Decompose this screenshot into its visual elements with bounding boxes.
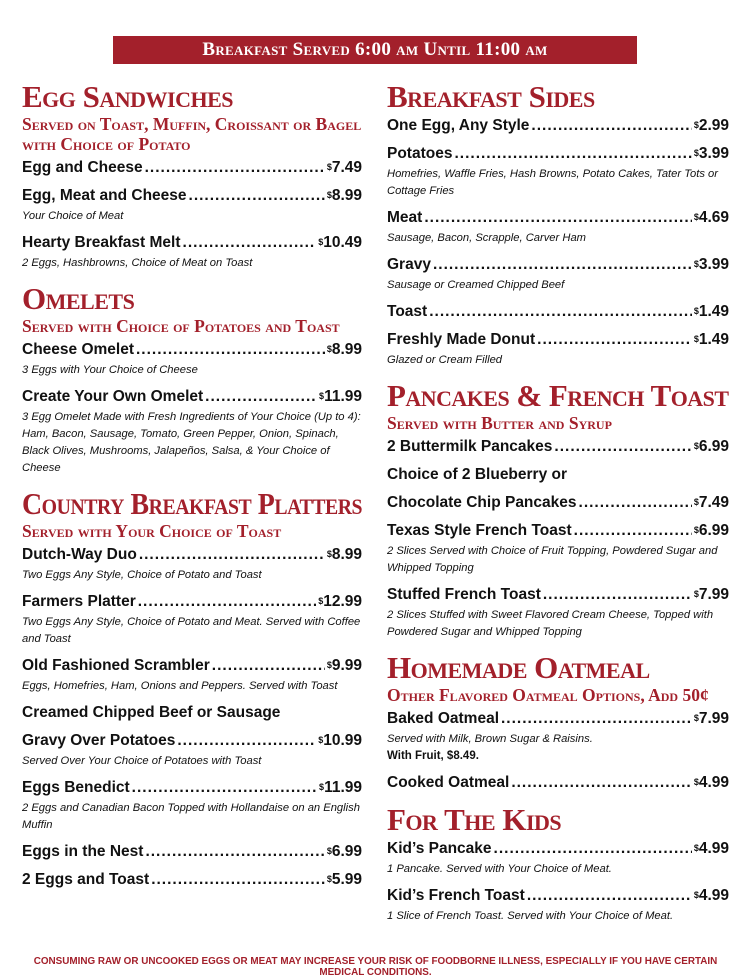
item-name: 2 Buttermilk Pancakes bbox=[387, 438, 553, 455]
price-value: 6.99 bbox=[698, 438, 729, 455]
item-name: Stuffed French Toast bbox=[387, 586, 541, 603]
price-value: 8.99 bbox=[331, 341, 362, 358]
dot-leader bbox=[189, 186, 325, 206]
item-price bbox=[694, 709, 729, 729]
item-description: 3 Egg Omelet Made with Fresh Ingredients of Your Choice (Up to 4): Ham, Bacon, Sausage, Tomato, Green Pepper, Onion, Spinach, Black Olives, Mushrooms, Jalapeños, Salsa, & Your Choice of Cheese bbox=[22, 411, 361, 474]
item-row bbox=[22, 186, 362, 206]
item-name: Cooked Oatmeal bbox=[387, 774, 510, 791]
price-value: 10.49 bbox=[323, 234, 362, 251]
menu-item bbox=[387, 465, 729, 513]
menu-item bbox=[387, 773, 729, 793]
item-price bbox=[327, 340, 362, 360]
section-title: Country Breakfast Platters bbox=[22, 486, 363, 521]
section-title: For The Kids bbox=[387, 802, 562, 837]
price-value: 10.99 bbox=[323, 732, 362, 749]
dot-leader bbox=[151, 870, 325, 890]
dollar-sign: $ bbox=[693, 777, 699, 787]
dot-leader bbox=[574, 521, 692, 541]
item-description: Glazed or Cream Filled bbox=[387, 354, 503, 366]
dot-leader bbox=[511, 773, 692, 793]
item-price bbox=[694, 839, 729, 859]
menu-item bbox=[22, 545, 362, 584]
dot-leader bbox=[527, 886, 692, 906]
price-value: 8.99 bbox=[331, 187, 362, 204]
item-name: Egg, Meat and Cheese bbox=[22, 187, 187, 204]
price-value: 4.69 bbox=[698, 209, 729, 226]
item-row bbox=[22, 731, 362, 751]
menu-item bbox=[22, 186, 362, 225]
section-subtitle: Served with Your Choice of Toast bbox=[22, 521, 282, 541]
price-value: 2.99 bbox=[698, 117, 729, 134]
menu-section-omelets bbox=[22, 282, 362, 477]
menu-section-country-breakfast-platters bbox=[22, 487, 362, 890]
item-price bbox=[319, 778, 362, 798]
item-price bbox=[694, 302, 729, 322]
price-value: 6.99 bbox=[331, 843, 362, 860]
price-value: 6.99 bbox=[698, 522, 729, 539]
price-value: 11.99 bbox=[324, 388, 362, 405]
item-description: Eggs, Homefries, Ham, Onions and Peppers. Served with Toast bbox=[22, 680, 338, 692]
item-description: 3 Eggs with Your Choice of Cheese bbox=[22, 364, 198, 376]
item-price bbox=[318, 233, 362, 253]
item-row bbox=[22, 870, 362, 890]
item-name: Dutch-Way Duo bbox=[22, 546, 137, 563]
dollar-sign: $ bbox=[693, 306, 699, 316]
item-price bbox=[319, 387, 362, 407]
menu-item bbox=[22, 870, 362, 890]
item-name: One Egg, Any Style bbox=[387, 117, 530, 134]
price-value: 1.49 bbox=[698, 331, 729, 348]
menu-item bbox=[387, 585, 729, 641]
section-subtitle: Served with Butter and Syrup bbox=[387, 413, 612, 433]
menu-section-for-the-kids bbox=[387, 803, 729, 925]
item-description: 1 Slice of French Toast. Served with Your Choice of Meat. bbox=[387, 910, 674, 922]
item-row bbox=[22, 158, 362, 178]
dot-leader bbox=[537, 330, 692, 350]
menu-item bbox=[387, 255, 729, 294]
item-row bbox=[387, 255, 729, 275]
item-row bbox=[22, 340, 362, 360]
item-row bbox=[387, 773, 729, 793]
price-value: 4.99 bbox=[698, 840, 729, 857]
price-value: 7.99 bbox=[698, 586, 729, 603]
item-price bbox=[694, 773, 729, 793]
menu-item bbox=[22, 158, 362, 178]
item-price bbox=[327, 186, 362, 206]
item-description: 2 Eggs and Canadian Bacon Topped with Hollandaise on an English Muffin bbox=[22, 802, 360, 831]
dollar-sign: $ bbox=[693, 441, 699, 451]
dollar-sign: $ bbox=[693, 120, 699, 130]
item-price bbox=[327, 870, 362, 890]
item-price bbox=[318, 592, 362, 612]
dollar-sign: $ bbox=[693, 497, 699, 507]
dot-leader bbox=[139, 545, 325, 565]
section-subtitle: Other Flavored Oatmeal Options, Add 50¢ bbox=[387, 685, 709, 705]
section-subtitle: Served on Toast, Muffin, Croissant or Bagel with Choice of Potato bbox=[22, 114, 362, 154]
item-row bbox=[387, 330, 729, 350]
price-value: 5.99 bbox=[331, 871, 362, 888]
price-value: 3.99 bbox=[698, 145, 729, 162]
item-description: 2 Eggs, Hashbrowns, Choice of Meat on Toast bbox=[22, 257, 253, 269]
item-price bbox=[327, 158, 362, 178]
item-name: Farmers Platter bbox=[22, 593, 136, 610]
dot-leader bbox=[531, 116, 691, 136]
item-price bbox=[694, 330, 729, 350]
item-row bbox=[387, 302, 729, 322]
menu-item bbox=[387, 144, 729, 200]
menu-item bbox=[387, 437, 729, 457]
item-description: Two Eggs Any Style, Choice of Potato and Toast bbox=[22, 569, 262, 581]
section-title: Breakfast Sides bbox=[387, 79, 595, 114]
item-description: 2 Slices Served with Choice of Fruit Topping, Powdered Sugar and Whipped Topping bbox=[387, 545, 718, 574]
menu-item bbox=[22, 387, 362, 477]
dollar-sign: $ bbox=[326, 846, 332, 856]
item-row bbox=[387, 521, 729, 541]
left-column bbox=[22, 80, 362, 890]
dot-leader bbox=[145, 842, 324, 862]
item-name: Cheese Omelet bbox=[22, 341, 134, 358]
price-value: 4.99 bbox=[698, 774, 729, 791]
price-value: 3.99 bbox=[698, 256, 729, 273]
dollar-sign: $ bbox=[318, 596, 324, 606]
item-row bbox=[387, 585, 729, 605]
dollar-sign: $ bbox=[693, 589, 699, 599]
dollar-sign: $ bbox=[693, 212, 699, 222]
menu-item bbox=[22, 778, 362, 834]
price-value: 12.99 bbox=[323, 593, 362, 610]
item-price bbox=[694, 255, 729, 275]
section-title: Pancakes & French Toast bbox=[387, 378, 729, 413]
dollar-sign: $ bbox=[326, 549, 332, 559]
item-name-line: Choice of 2 Blueberry or bbox=[387, 466, 568, 483]
dollar-sign: $ bbox=[326, 344, 332, 354]
dot-leader bbox=[183, 233, 317, 253]
item-description: Your Choice of Meat bbox=[22, 210, 124, 222]
dollar-sign: $ bbox=[326, 660, 332, 670]
item-name: Kid’s Pancake bbox=[387, 840, 492, 857]
menu-item bbox=[387, 116, 729, 136]
menu-item bbox=[22, 592, 362, 648]
item-name: Chocolate Chip Pancakes bbox=[387, 494, 577, 511]
item-row bbox=[22, 592, 362, 612]
item-price bbox=[694, 493, 729, 513]
item-row bbox=[387, 437, 729, 457]
dollar-sign: $ bbox=[326, 190, 332, 200]
dollar-sign: $ bbox=[693, 148, 699, 158]
item-price bbox=[694, 437, 729, 457]
section-title: Homemade Oatmeal bbox=[387, 650, 650, 685]
menu-section-breakfast-sides bbox=[387, 80, 729, 369]
dot-leader bbox=[494, 839, 692, 859]
item-name: Potatoes bbox=[387, 145, 453, 162]
price-value: 4.99 bbox=[698, 887, 729, 904]
dot-leader bbox=[212, 656, 325, 676]
dot-leader bbox=[205, 387, 317, 407]
menu-item bbox=[387, 302, 729, 322]
dollar-sign: $ bbox=[326, 162, 332, 172]
price-value: 7.49 bbox=[698, 494, 729, 511]
item-row bbox=[22, 778, 362, 798]
item-name: Kid’s French Toast bbox=[387, 887, 525, 904]
menu-section-pancakes-french-toast bbox=[387, 379, 729, 641]
health-warning: CONSUMING RAW OR UNCOOKED EGGS OR MEAT MAY INCREASE YOUR RISK OF FOODBORNE ILLNESS, ESPECIALLY IF YOU HAVE CERTAIN MEDICAL CONDITIONS. bbox=[33, 956, 718, 978]
item-row bbox=[22, 387, 362, 407]
dollar-sign: $ bbox=[693, 525, 699, 535]
item-description: Homefries, Waffle Fries, Hash Browns, Potato Cakes, Tater Tots or Cottage Fries bbox=[387, 168, 718, 197]
item-name: Gravy Over Potatoes bbox=[22, 732, 176, 749]
item-price bbox=[327, 656, 362, 676]
menu-section-egg-sandwiches bbox=[22, 80, 362, 272]
section-title: Omelets bbox=[22, 281, 135, 316]
hours-banner: Breakfast Served 6:00 am Until 11:00 am bbox=[113, 36, 637, 64]
item-name: Texas Style French Toast bbox=[387, 522, 572, 539]
item-name: Old Fashioned Scrambler bbox=[22, 657, 210, 674]
dot-leader bbox=[579, 493, 692, 513]
item-description: Sausage, Bacon, Scrapple, Carver Ham bbox=[387, 232, 586, 244]
dot-leader bbox=[138, 592, 316, 612]
item-price bbox=[694, 521, 729, 541]
dot-leader bbox=[554, 437, 691, 457]
menu-item bbox=[387, 886, 729, 925]
item-description: 1 Pancake. Served with Your Choice of Meat. bbox=[387, 863, 612, 875]
section-title: Egg Sandwiches bbox=[22, 79, 234, 114]
item-row bbox=[387, 144, 729, 164]
item-name: Eggs in the Nest bbox=[22, 843, 144, 860]
menu-item bbox=[22, 842, 362, 862]
item-name: 2 Eggs and Toast bbox=[22, 871, 150, 888]
dollar-sign: $ bbox=[693, 890, 699, 900]
dollar-sign: $ bbox=[319, 782, 325, 792]
item-price bbox=[327, 842, 362, 862]
menu-item bbox=[387, 208, 729, 247]
price-value: 9.99 bbox=[331, 657, 362, 674]
item-description: Two Eggs Any Style, Choice of Potato and Meat. Served with Coffee and Toast bbox=[22, 616, 361, 645]
dollar-sign: $ bbox=[693, 334, 699, 344]
section-subtitle: Served with Choice of Potatoes and Toast bbox=[22, 316, 340, 336]
price-value: 7.99 bbox=[698, 710, 729, 727]
item-row bbox=[387, 886, 729, 906]
item-price bbox=[694, 208, 729, 228]
item-price bbox=[694, 144, 729, 164]
dollar-sign: $ bbox=[318, 237, 324, 247]
item-price bbox=[694, 585, 729, 605]
menu-item bbox=[387, 839, 729, 878]
price-value: 8.99 bbox=[331, 546, 362, 563]
item-name: Toast bbox=[387, 303, 428, 320]
menu-item bbox=[387, 330, 729, 369]
item-price bbox=[318, 731, 362, 751]
dot-leader bbox=[454, 144, 691, 164]
item-description: Sausage or Creamed Chipped Beef bbox=[387, 279, 565, 291]
item-description: Served Over Your Choice of Potatoes with Toast bbox=[22, 755, 262, 767]
item-name: Freshly Made Donut bbox=[387, 331, 536, 348]
item-name: Eggs Benedict bbox=[22, 779, 130, 796]
item-extra: With Fruit, $8.49. bbox=[387, 750, 479, 762]
item-row bbox=[22, 842, 362, 862]
item-price bbox=[327, 545, 362, 565]
dot-leader bbox=[543, 585, 692, 605]
price-value: 7.49 bbox=[331, 159, 362, 176]
dollar-sign: $ bbox=[319, 391, 325, 401]
dot-leader bbox=[429, 302, 692, 322]
dot-leader bbox=[501, 709, 692, 729]
dot-leader bbox=[136, 340, 325, 360]
menu-item bbox=[387, 709, 729, 765]
item-row bbox=[22, 233, 362, 253]
menu-item bbox=[387, 521, 729, 577]
dot-leader bbox=[424, 208, 691, 228]
item-price bbox=[694, 886, 729, 906]
menu-item bbox=[22, 233, 362, 272]
item-name: Egg and Cheese bbox=[22, 159, 143, 176]
menu-item bbox=[22, 340, 362, 379]
item-row bbox=[387, 709, 729, 729]
item-description: 2 Slices Stuffed with Sweet Flavored Cream Cheese, Topped with Powdered Sugar and Whipped Topping bbox=[387, 609, 714, 638]
dot-leader bbox=[145, 158, 325, 178]
dollar-sign: $ bbox=[318, 735, 324, 745]
item-row bbox=[22, 545, 362, 565]
item-row bbox=[387, 839, 729, 859]
price-value: 11.99 bbox=[324, 779, 362, 796]
dollar-sign: $ bbox=[693, 713, 699, 723]
dot-leader bbox=[177, 731, 316, 751]
menu-item bbox=[22, 703, 362, 770]
price-value: 1.49 bbox=[698, 303, 729, 320]
item-row bbox=[387, 493, 729, 513]
dot-leader bbox=[132, 778, 317, 798]
right-column bbox=[387, 80, 729, 925]
item-row bbox=[387, 116, 729, 136]
item-row bbox=[387, 208, 729, 228]
item-name: Create Your Own Omelet bbox=[22, 388, 204, 405]
dollar-sign: $ bbox=[326, 874, 332, 884]
item-name: Meat bbox=[387, 209, 423, 226]
item-row bbox=[22, 656, 362, 676]
dot-leader bbox=[433, 255, 692, 275]
dollar-sign: $ bbox=[693, 259, 699, 269]
menu-section-homemade-oatmeal bbox=[387, 651, 729, 793]
dollar-sign: $ bbox=[693, 843, 699, 853]
item-description: Served with Milk, Brown Sugar & Raisins. bbox=[387, 733, 593, 745]
item-price bbox=[694, 116, 729, 136]
item-name: Gravy bbox=[387, 256, 431, 273]
item-name: Baked Oatmeal bbox=[387, 710, 499, 727]
item-name-line: Creamed Chipped Beef or Sausage bbox=[22, 704, 281, 721]
item-name: Hearty Breakfast Melt bbox=[22, 234, 181, 251]
menu-item bbox=[22, 656, 362, 695]
